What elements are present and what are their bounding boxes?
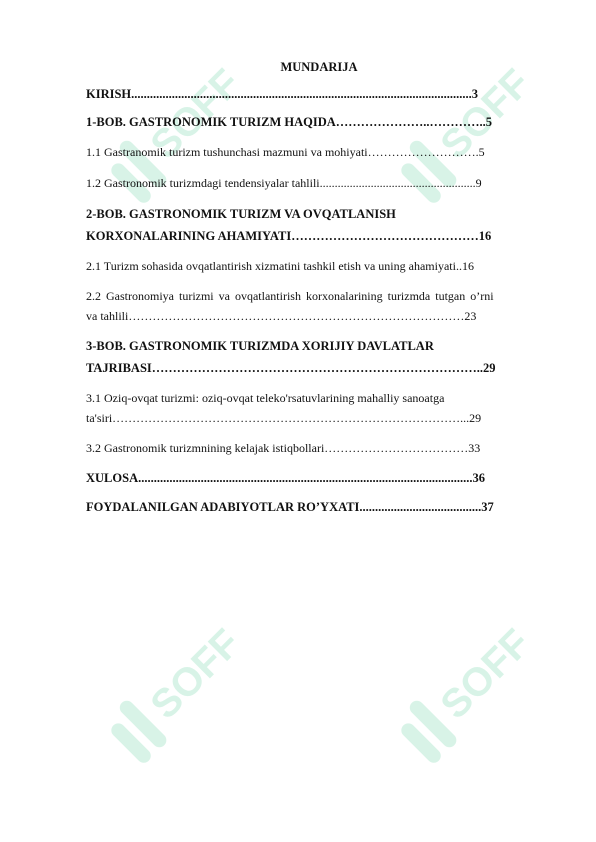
toc-entry-chapter-3-line2: TAJRIBASI……………………………………………………………………..29 (86, 361, 496, 375)
toc-entry-1-2: 1.2 Gastronomik turizmdagi tendensiyalar tahlili....................................................9 (86, 176, 482, 190)
soff-watermark-logo (360, 600, 550, 790)
toc-entry-3-2: 3.2 Gastronomik turizmnining kelajak istiqbollari………………………………33 (86, 441, 481, 455)
toc-entry-3-1-line1: 3.1 Oziq-ovqat turizmi: oziq-ovqat teleko'rsatuvlarining mahalliy sanoatga (86, 391, 445, 405)
toc-entry-2-2-line1: 2.2 Gastronomiya turizmi va ovqatlantirish korxonalarining turizmda tutgan o’rni (86, 289, 494, 303)
svg-text:SOFF: SOFF (432, 60, 539, 168)
toc-entry-3-1-line2: ta'siri……………………………………………………………………………...29 (86, 411, 482, 425)
toc-entry-kirish: KIRISH.............................................................................................................3 (86, 87, 479, 101)
toc-entry-chapter-2-line1: 2-BOB. GASTRONOMIK TURIZM VA OVQATLANISH (86, 207, 396, 221)
toc-entry-bibliography: FOYDALANILGAN ADABIYOTLAR RO’YXATI.......................................37 (86, 500, 494, 514)
toc-entry-chapter-1: 1-BOB. GASTRONOMIK TURIZM HAQIDA…………………..…………..5 (86, 115, 493, 129)
toc-entry-2-2 (86, 287, 552, 325)
toc-entry-3-1 (86, 389, 552, 427)
toc-entry-chapter-2 (86, 205, 552, 245)
toc-entry-xulosa: XULOSA...........................................................................................................36 (86, 471, 485, 485)
toc-entry-chapter-3-line1: 3-BOB. GASTRONOMIK TURIZMDA XORIJIY DAVLATLAR (86, 339, 434, 353)
svg-text:SOFF: SOFF (432, 620, 539, 728)
toc-entry-2-1: 2.1 Turizm sohasida ovqatlantirish xizmatini tashkil etish va uning ahamiyati..16 (86, 259, 474, 273)
toc-entry-1-1: 1.1 Gastranomik turizm tushunchasi mazmuni va mohiyati……………………….5 (86, 145, 485, 159)
svg-text:SOFF: SOFF (142, 60, 249, 168)
table-of-contents (86, 58, 552, 516)
toc-entry-2-2-line2: va tahlili…………………………………………………………………………23 (86, 309, 477, 323)
soff-watermark-logo (70, 600, 260, 790)
toc-entry-chapter-2-line2: KORXONALARINING AHAMIYATI………………………………………16 (86, 229, 492, 243)
toc-title: MUNDARIJA (280, 60, 358, 74)
svg-text:SOFF: SOFF (142, 620, 249, 728)
toc-entry-chapter-3 (86, 337, 552, 377)
